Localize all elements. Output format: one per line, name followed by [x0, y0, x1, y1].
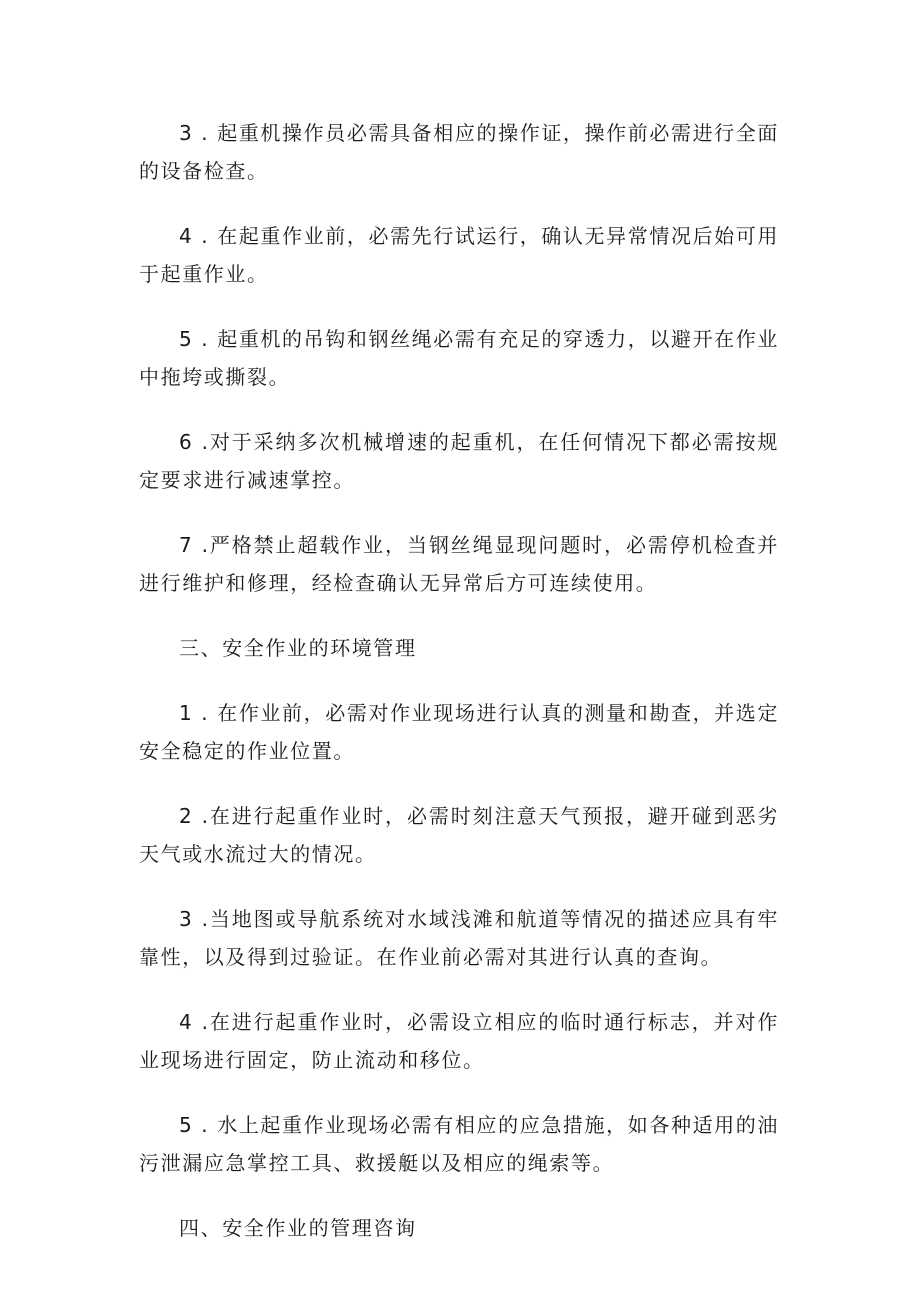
paragraph-emergency-measures: 5 . 水上起重作业现场必需有相应的应急措施，如各种适用的油污泄漏应急掌控工具、救援艇以及相应的绳索等。: [139, 1113, 779, 1175]
paragraph-weather-forecast: 2 .在进行起重作业时，必需时刻注意天气预报，避开碰到恶劣天气或水流过大的情况。: [139, 804, 779, 866]
paragraph-site-survey: 1 . 在作业前，必需对作业现场进行认真的测量和勘查，并选定安全稳定的作业位置。: [139, 701, 779, 763]
paragraph-crane-operator-certificate: 3 . 起重机操作员必需具备相应的操作证，操作前必需进行全面的设备检查。: [139, 121, 779, 183]
paragraph-navigation-verification: 3 .当地图或导航系统对水域浅滩和航道等情况的描述应具有牢靠性，以及得到过验证。在作业前必需对其进行认真的查询。: [139, 907, 779, 969]
paragraph-deceleration-control: 6 .对于采纳多次机械增速的起重机，在任何情况下都必需按规定要求进行减速掌控。: [139, 430, 779, 492]
paragraph-overload-prohibition: 7 .严格禁止超载作业，当钢丝绳显现问题时，必需停机检查并进行维护和修理，经检查确认无异常后方可连续使用。: [139, 533, 779, 595]
paragraph-hook-wire-rope: 5 . 起重机的吊钩和钢丝绳必需有充足的穿透力，以避开在作业中拖垮或撕裂。: [139, 327, 779, 389]
section-heading-environment: 三、安全作业的环境管理: [179, 636, 417, 660]
document-body: [139, 114, 779, 1274]
paragraph-temporary-signs: 4 .在进行起重作业时，必需设立相应的临时通行标志，并对作业现场进行固定，防止流动和移位。: [139, 1010, 779, 1072]
section-heading-management: 四、安全作业的管理咨询: [179, 1216, 417, 1240]
paragraph-trial-run: 4 . 在起重作业前，必需先行试运行，确认无异常情况后始可用于起重作业。: [139, 224, 779, 286]
